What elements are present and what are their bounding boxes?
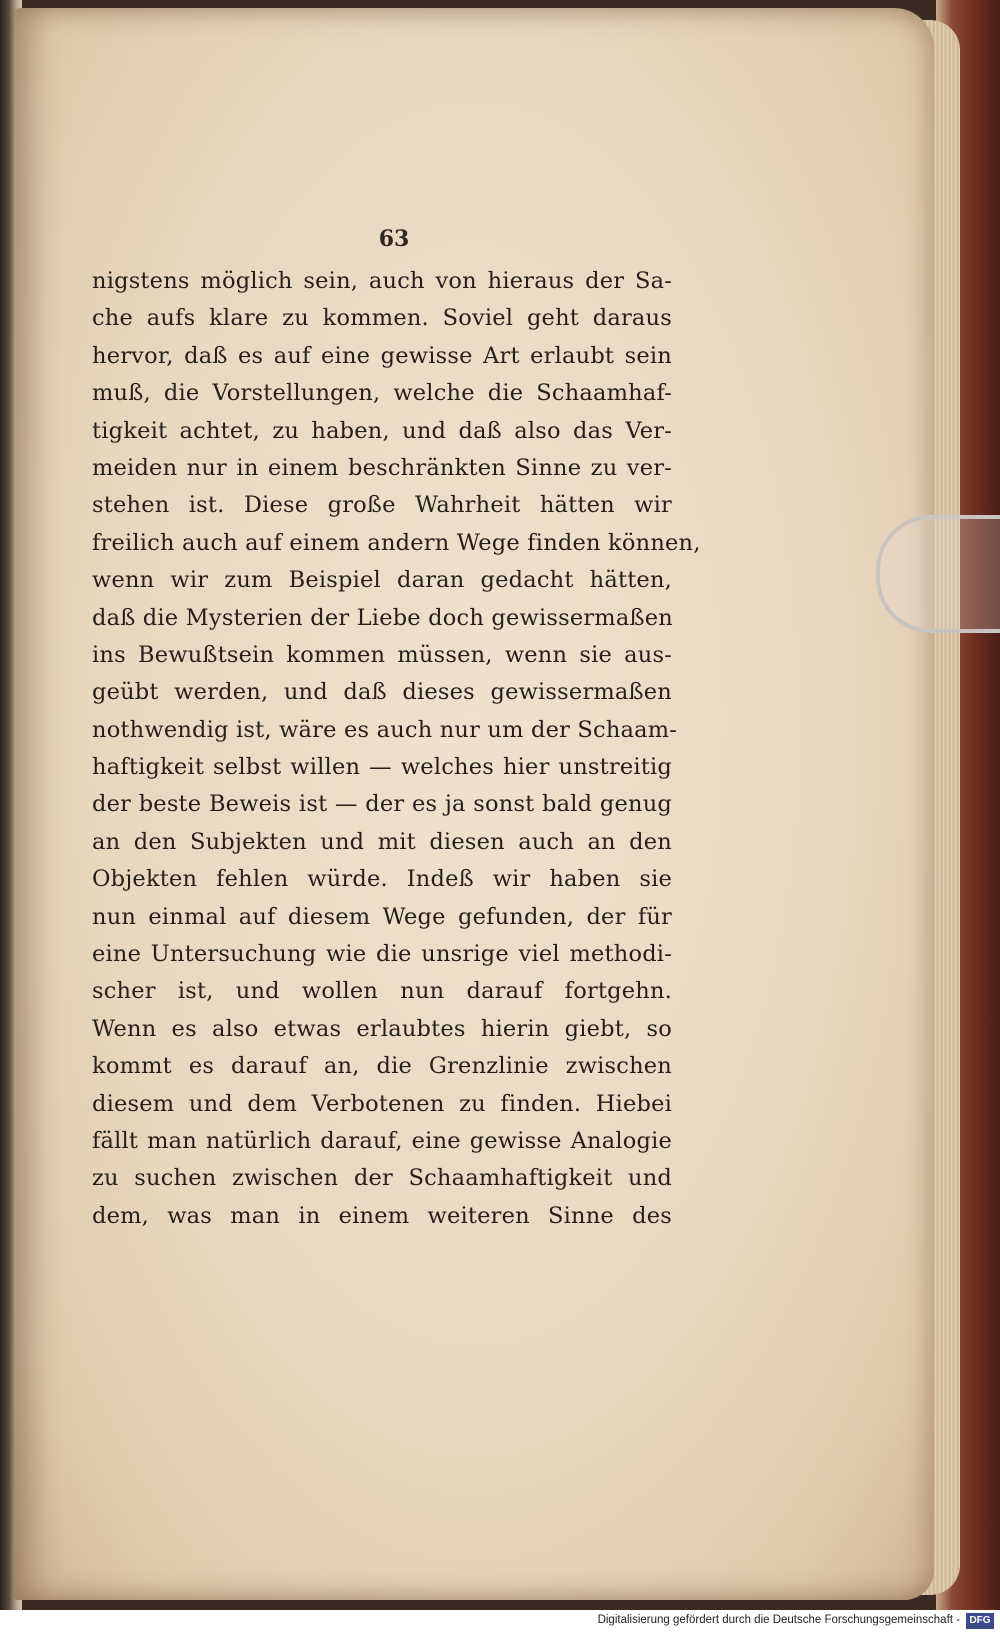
page-clip	[876, 515, 1000, 633]
text-line: an den Subjekten und mit diesen auch an den	[92, 828, 672, 855]
text-line: meiden nur in einem beschränkten Sinne zu ver-	[92, 454, 672, 481]
text-line: diesem und dem Verbotenen zu finden. Hiebei	[92, 1090, 672, 1117]
text-line: dem, was man in einem weiteren Sinne des	[92, 1202, 672, 1229]
footer-bar	[0, 1610, 1000, 1634]
funding-credit: Digitalisierung gefördert durch die Deutsche Forschungsgemeinschaft -	[597, 1614, 960, 1626]
text-line: haftigkeit selbst willen — welches hier unstreitig	[92, 754, 672, 781]
text-line: Wenn es also etwas erlaubtes hierin giebt, so	[92, 1015, 672, 1042]
text-line: scher ist, und wollen nun darauf fortgehn.	[92, 978, 672, 1005]
text-line: kommt es darauf an, die Grenzlinie zwischen	[92, 1053, 672, 1080]
text-line: eine Untersuchung wie die unsrige viel methodi-	[92, 941, 672, 968]
text-line: der beste Beweis ist — der es ja sonst bald genug	[92, 791, 672, 818]
text-line: nothwendig ist, wäre es auch nur um der Schaam-	[92, 716, 678, 743]
text-line: muß, die Vorstellungen, welche die Schaamhaf-	[92, 380, 672, 407]
text-line: zu suchen zwischen der Schaamhaftigkeit und	[92, 1165, 672, 1192]
text-line: hervor, daß es auf eine gewisse Art erlaubt sein	[92, 342, 672, 369]
text-line: wenn wir zum Beispiel daran gedacht hätten,	[92, 567, 672, 594]
text-line: nun einmal auf diesem Wege gefunden, der für	[92, 903, 672, 930]
text-line: ins Bewußtsein kommen müssen, wenn sie aus-	[92, 641, 672, 668]
text-line: geübt werden, und daß dieses gewissermaßen	[92, 679, 672, 706]
text-line: tigkeit achtet, zu haben, und daß also das Ver-	[92, 417, 672, 444]
text-line: fällt man natürlich darauf, eine gewisse Analogie	[92, 1127, 672, 1154]
page-text	[92, 263, 701, 1235]
text-line: daß die Mysterien der Liebe doch gewissermaßen	[92, 604, 673, 631]
text-line: stehen ist. Diese große Wahrheit hätten wir	[92, 492, 672, 519]
page-number: 63	[378, 226, 410, 252]
text-line: che aufs klare zu kommen. Soviel geht daraus	[92, 305, 672, 332]
text-line: nigstens möglich sein, auch von hieraus der Sa-	[92, 268, 672, 294]
text-line: Objekten fehlen würde. Indeß wir haben sie	[92, 866, 672, 893]
dfg-logo: DFG	[966, 1613, 994, 1629]
text-line: freilich auch auf einem andern Wege finden können,	[92, 529, 701, 556]
book-page	[14, 8, 934, 1600]
